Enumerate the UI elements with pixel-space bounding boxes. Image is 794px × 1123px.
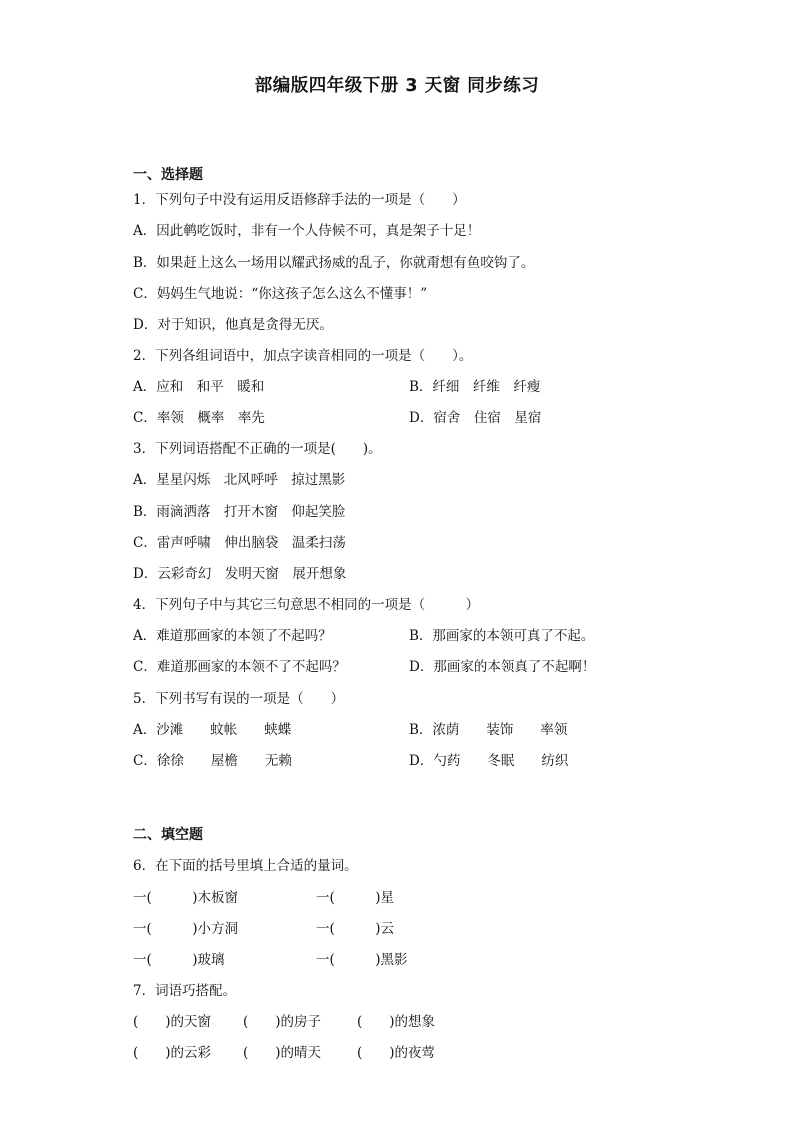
question-6-blank: 一( )云 bbox=[316, 921, 395, 937]
question-4-option-b: B．那画家的本领可真了不起。 bbox=[409, 628, 595, 644]
question-1-option-c: C．妈妈生气地说：“你这孩子怎么这么不懂事！” bbox=[133, 286, 428, 302]
question-6-blank: 一( )木板窗 bbox=[133, 890, 239, 906]
question-7-blank: ( )的想象 bbox=[357, 1014, 436, 1030]
question-3-option-d: D．云彩奇幻 发明天窗 展开想象 bbox=[133, 566, 347, 582]
section-heading-fill: 二、填空题 bbox=[133, 827, 203, 843]
question-3-option-a: A．星星闪烁 北风呼呼 掠过黑影 bbox=[133, 472, 346, 488]
question-3-option-b: B．雨滴洒落 打开木窗 仰起笑脸 bbox=[133, 504, 346, 520]
question-3-stem: 3．下列词语搭配不正确的一项是( )。 bbox=[133, 441, 382, 457]
question-7-stem: 7．词语巧搭配。 bbox=[133, 983, 237, 999]
question-2-option-b: B．纤细 纤维 纤瘦 bbox=[409, 379, 541, 395]
question-4-option-d: D．那画家的本领真了不起啊！ bbox=[409, 659, 596, 675]
question-2-option-a: A．应和 和平 暖和 bbox=[133, 379, 265, 395]
question-1-option-b: B．如果赶上这么一场用以耀武扬威的乱子，你就甭想有鱼咬钩了。 bbox=[133, 255, 535, 271]
question-4-option-a: A．难道那画家的本领了不起吗？ bbox=[133, 628, 332, 644]
question-7-blank: ( )的夜莺 bbox=[357, 1045, 436, 1061]
question-1-option-d: D．对于知识，他真是贪得无厌。 bbox=[133, 317, 333, 333]
question-7-blank: ( )的晴天 bbox=[243, 1045, 322, 1061]
question-2-stem: 2．下列各组词语中，加点字读音相同的一项是（ ）。 bbox=[133, 348, 473, 364]
question-2-option-d: D．宿舍 住宿 星宿 bbox=[409, 410, 542, 426]
question-6-stem: 6．在下面的括号里填上合适的量词。 bbox=[133, 858, 358, 874]
section-heading-choice: 一、选择题 bbox=[133, 167, 203, 183]
question-5-option-c: C．徐徐 屋檐 无赖 bbox=[133, 753, 292, 769]
question-3-option-c: C．雷声呼啸 伸出脑袋 温柔扫荡 bbox=[133, 535, 346, 551]
question-5-option-d: D．勺药 冬眠 纺织 bbox=[409, 753, 569, 769]
question-4-option-c: C．难道那画家的本领不了不起吗？ bbox=[133, 659, 346, 675]
question-5-option-a: A．沙滩 蚊帐 蛱蝶 bbox=[133, 722, 292, 738]
question-2-option-c: C．率领 概率 率先 bbox=[133, 410, 265, 426]
question-5-stem: 5．下列书写有误的一项是（ ） bbox=[133, 691, 345, 707]
question-6-blank: 一( )小方洞 bbox=[133, 921, 239, 937]
page-title: 部编版四年级下册 3 天窗 同步练习 bbox=[254, 76, 540, 96]
question-5-option-b: B．浓荫 装饰 率领 bbox=[409, 722, 568, 738]
question-6-blank: 一( )玻璃 bbox=[133, 952, 225, 968]
question-6-blank: 一( )黑影 bbox=[316, 952, 408, 968]
question-1-stem: 1．下列句子中没有运用反语修辞手法的一项是（ ） bbox=[133, 192, 466, 208]
question-4-stem: 4．下列句子中与其它三句意思不相同的一项是（ ） bbox=[133, 597, 480, 613]
question-6-blank: 一( )星 bbox=[316, 890, 395, 906]
question-7-blank: ( )的房子 bbox=[243, 1014, 322, 1030]
question-7-blank: ( )的天窗 bbox=[133, 1014, 212, 1030]
question-1-option-a: A．因此鹌吃饭时，非有一个人侍候不可，真是架子十足！ bbox=[133, 223, 481, 239]
question-7-blank: ( )的云彩 bbox=[133, 1045, 212, 1061]
